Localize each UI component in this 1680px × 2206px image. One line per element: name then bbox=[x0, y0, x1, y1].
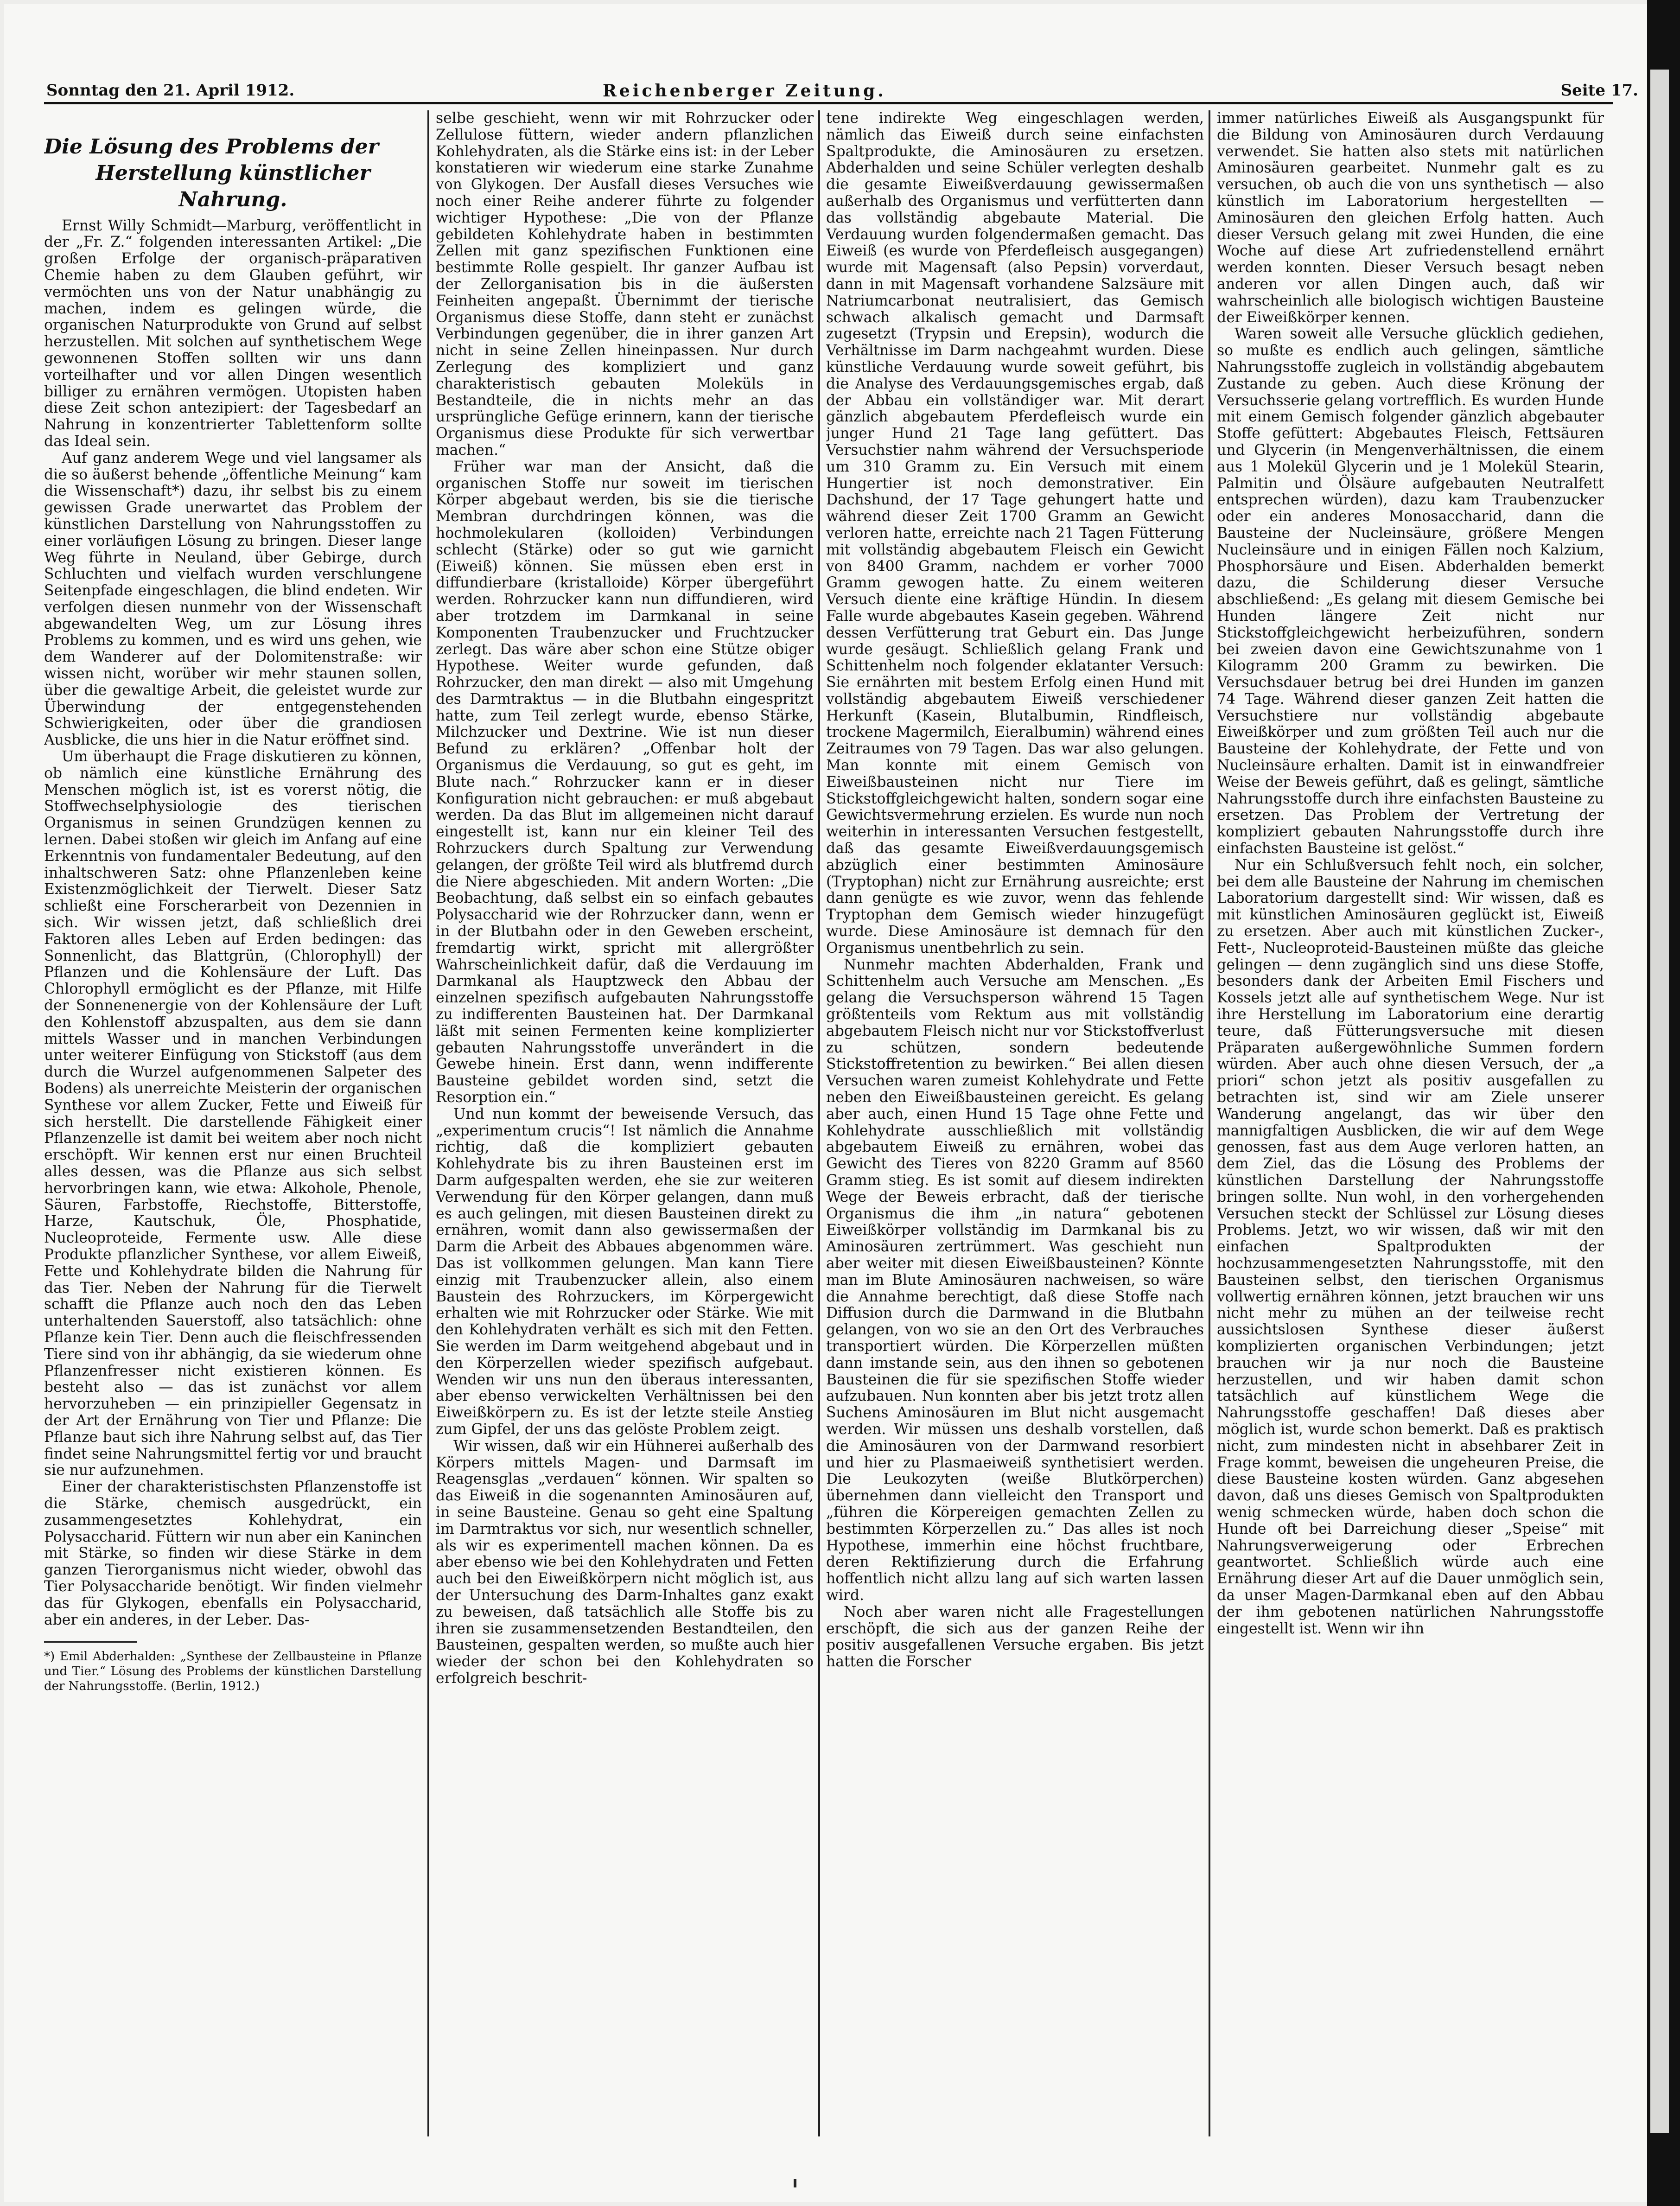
header-date: Sonntag den 21. April 1912. bbox=[46, 81, 295, 100]
column-separator bbox=[818, 110, 820, 2136]
footnote-rule bbox=[44, 1641, 137, 1643]
footnote: *) Emil Abderhalden: „Synthese der Zellbausteine in Pflanze und Tier.“ Lösung des Problems der künstlichen Darstellung der Nahrungsstoffe. (Berlin, 1912.) bbox=[44, 1650, 422, 1694]
column-1 bbox=[44, 110, 422, 2150]
paragraph: Nur ein Schlußversuch fehlt noch, ein solcher, bei dem alle Bausteine der Nahrung im chemischen Laboratorium dargestellt sind: Wir wissen, daß es mit künstlichen Aminosäuren geglückt ist, Eiweiß zu ersetzen. Aber auch mit künstlichen Zucker-, Fett-, Nucleoproteid-Bausteinen müßte das gleiche gelingen — denn zugänglich sind uns diese Stoffe, besonders dank der Arbeiten Emil Fischers und Kossels jetzt alle auf synthetischem Wege. Nur ist ihre Herstellung im Laboratorium eine derartig teure, daß Fütterungsversuche mit diesen Präparaten außergewöhnliche Summen fordern würden. Aber auch ohne diesen Versuch, der „a priori“ schon jetzt als positiv ausgefallen zu betrachten ist, sind wir am Ziele unserer Wanderung angelangt, das wir über den mannigfaltigen Ausblicken, die wir auf dem Wege genossen, fast aus dem Auge verloren hatten, an dem Ziel, das die Lösung des Problems der künstlichen Darstellung der Nahrungsstoffe bringen sollte. Nun wohl, in den vorhergehenden Versuchen steckt der Schlüssel zur Lösung dieses Problems. Jetzt, wo wir wissen, daß wir mit den einfachen Spaltprodukten der hochzusammengesetzten Nahrungsstoffe, mit den Bausteinen selbst, den tierischen Organismus vollwertig ernähren können, jetzt brauchen wir uns nicht mehr zu mühen an der teilweise recht aussichtslosen Synthese dieser äußerst komplizierten organischen Verbindungen; jetzt brauchen wir ja nur noch die Bausteine herzustellen, und wir haben damit schon tatsächlich auf künstlichem Wege die Nahrungsstoffe geschaffen! Daß dieses aber möglich ist, wurde schon bemerkt. Daß es praktisch nicht, zum mindesten nicht in absehbarer Zeit in Frage kommt, beweisen die ungeheuren Preise, die diese Bausteine kosten würden. Ganz abgesehen davon, daß uns dieses Gemisch von Spaltprodukten wenig schmecken würde, haben doch schon die Hunde oft bei Darreichung dieser „Speise“ mit Nahrungsverweigerung oder Erbrechen geantwortet. Schließlich würde auch eine Ernährung dieser Art auf die Dauer unmöglich sein, da unser Magen-Darmkanal eben auf den Abbau der ihm gebotenen natürlichen Nahrungsstoffe eingestellt ist. Wenn wir ihn bbox=[1217, 856, 1604, 1637]
newspaper-name: Reichenberger Zeitung. bbox=[603, 81, 886, 101]
header-rule bbox=[44, 102, 1613, 104]
column-separator bbox=[1209, 110, 1210, 2136]
scan-edge-inner bbox=[1650, 70, 1669, 2133]
paragraph: Auf ganz anderem Wege und viel langsamer als die so äußerst behende „öffentliche Meinung“ kam die Wissenschaft*) dazu, ihr selbst bis zu einem gewissen Grade unerwartet das Problem der künstlichen Darstellung von Nahrungsstoffen zu einer vorläufigen Lösung zu bringen. Dieser lange Weg führte in Neuland, über Gebirge, durch Schluchten und vielfach wurden verschlungene Seitenpfade eingeschlagen, die blind endeten. Wir verfolgen diesen nunmehr von der Wissenschaft abgewandelten Weg, um zur Lösung ihres Problems zu kommen, und es wird uns gehen, wie dem Wanderer auf der Dolomitenstraße: wir wissen nicht, worüber wir mehr staunen sollen, über die gewaltige Arbeit, die geleistet wurde zur Überwindung der entgegenstehenden Schwierigkeiten, oder über die grandiosen Ausblicke, die uns hier in die Natur eröffnet sind. bbox=[44, 449, 422, 749]
paragraph: Früher war man der Ansicht, daß die organischen Stoffe nur soweit im tierischen Körper abgebaut werden, bis sie die tierische Membran durchdringen können, was die hochmolekularen (kolloiden) Verbindungen schlecht (Stärke) oder so gut wie garnicht (Eiweiß) können. Sie müssen eben erst in diffundierbare (kristalloide) Körper übergeführt werden. Rohrzucker kann nun diffundieren, wird aber trotzdem im Darmkanal in seine Komponenten Traubenzucker und Fruchtzucker zerlegt. Das wäre aber schon eine Stütze obiger Hypothese. Weiter wurde gefunden, daß Rohrzucker, den man direkt — also mit Umgehung des Darmtraktus — in die Blutbahn eingespritzt hatte, zum Teil zerlegt wurde, ebenso Stärke, Milchzucker und Dextrine. Wie ist nun dieser Befund zu erklären? „Offenbar holt der Organismus die Verdauung, so gut es geht, im Blute nach.“ Rohrzucker kann er in dieser Konfiguration nicht gebrauchen: er muß abgebaut werden. Da das Blut im allgemeinen nicht darauf eingestellt ist, kann nur ein kleiner Teil des Rohrzuckers durch Spaltung zur Verwendung gelangen, der größte Teil wird als blutfremd durch die Niere abgeschieden. Mit andern Worten: „Die Beobachtung, daß selbst ein so einfach gebautes Polysaccharid wie der Rohrzucker dann, wenn er in der Blutbahn oder in den Geweben erscheint, fremdartig wirkt, spricht mit allergrößter Wahrscheinlichkeit dafür, daß die Verdauung im Darmkanal als Hauptzweck den Abbau der einzelnen spezifisch aufgebauten Nahrungsstoffe zu indifferenten Bausteinen hat. Der Darmkanal läßt mit seinen Fermenten keine komplizierter gebauten Nahrungsstoffe unverändert in die Gewebe hinein. Erst dann, wenn indifferente Bausteine gebildet worden sind, setzt die Resorption ein.“ bbox=[436, 458, 814, 1106]
article-title-line-1: Die Lösung des Problems der bbox=[44, 135, 379, 159]
page-number: Seite 17. bbox=[1560, 81, 1638, 100]
paragraph: Um überhaupt die Frage diskutieren zu können, ob nämlich eine künstliche Ernährung des Menschen möglich ist, ist es vorerst nötig, die Stoffwechselphysiologie des tierischen Organismus in seinen Grundzügen kennen zu lernen. Dabei stoßen wir gleich im Anfang auf eine Erkenntnis von fundamentaler Bedeutung, auf den inhaltschweren Satz: ohne Pflanzenleben keine Existenzmöglichkeit der Tierwelt. Dieser Satz schließt eine Forscherarbeit von Dezennien in sich. Wir wissen jetzt, daß schließlich drei Faktoren alles Leben auf Erden bedingen: das Sonnenlicht, das Blattgrün, (Chlorophyll) der Pflanzen und die Kohlensäure der Luft. Das Chlorophyll ermöglicht es der Pflanze, mit Hilfe der Sonnenenergie von der Kohlensäure der Luft den Kohlenstoff abzuspalten, aus dem sie dann mittels Wasser und in manchen Verbindungen unter weiterer Einfügung von Stickstoff (aus dem durch die Wurzel aufgenommenen Salpeter des Bodens) als unerreichte Meisterin der organischen Synthese vor allem Zucker, Fette und Eiweiß für sich herstellt. Die darstellende Fähigkeit einer Pflanzenzelle ist damit bei weitem aber noch nicht erschöpft. Wir kennen erst nur einen Bruchteil alles dessen, was die Pflanze aus sich selbst hervorbringen kann, wie etwa: Alkohole, Phenole, Säuren, Farbstoffe, Riechstoffe, Bitterstoffe, Harze, Kautschuk, Öle, Phosphatide, Nucleoproteide, Fermente usw. Alle diese Produkte pflanzlicher Synthese, vor allem Eiweiß, Fette und Kohlehydrate bilden die Nahrung für das Tier. Neben der Nahrung für die Tierwelt schafft die Pflanze auch noch den das Leben unterhaltenden Sauerstoff, also tatsächlich: ohne Pflanze kein Tier. Denn auch die fleischfressenden Tiere sind von ihr abhängig, da sie wiederum ohne Pflanzenfresser nicht existieren können. Es besteht also — das ist zunächst vor allem hervorzuheben — ein prinzipieller Gegensatz in der Art der Ernährung von Tier und Pflanze: Die Pflanze baut sich ihre Nahrung selbst auf, das Tier findet seine Nahrungsmittel fertig vor und braucht sie nur aufzunehmen. bbox=[44, 748, 422, 1479]
paragraph: Nunmehr machten Abderhalden, Frank und Schittenhelm auch Versuche am Menschen. „Es gelang die Versuchsperson während 15 Tagen größtenteils vom Rektum aus mit vollständig abgebautem Fleisch nicht nur vor Stickstoffverlust zu schützen, sondern bedeutende Stickstoffretention zu bewirken.“ Bei allen diesen Versuchen waren zumeist Kohlehydrate und Fette neben den Eiweißbausteinen gereicht. Es gelang aber auch, einen Hund 15 Tage ohne Fette und Kohlehydrate ausschließlich mit vollständig abgebautem Eiweiß zu ernähren, wobei das Gewicht des Tieres von 8220 Gramm auf 8560 Gramm stieg. Es ist somit auf diesem indirekten Wege der Beweis erbracht, daß der tierische Organismus die ihm „in natura“ gebotenen Eiweißkörper vollständig im Darmkanal bis zu Aminosäuren zertrümmert. Was geschieht nun aber weiter mit diesen Eiweißbausteinen? Könnte man im Blute Aminosäuren nachweisen, so wäre die Annahme berechtigt, daß diese Stoffe nach Diffusion durch die Darmwand in die Blutbahn gelangen, von wo sie an den Ort des Verbrauches transportiert würden. Die Körperzellen müßten dann imstande sein, aus den ihnen so gebotenen Bausteinen die für sie spezifischen Stoffe wieder aufzubauen. Nun konnten aber bis jetzt trotz allen Suchens Aminosäuren im Blut nicht ausgemacht werden. Wir müssen uns deshalb vorstellen, daß die Aminosäuren von der Darmwand resorbiert und hier zu Plasmaeiweiß synthetisiert werden. Die Leukozyten (weiße Blutkörperchen) übernehmen dann vielleicht den Transport und „führen die Körpereigen gemachten Zellen zu bestimmten Körperzellen zu.“ Das alles ist noch Hypothese, immerhin eine höchst fruchtbare, deren Rektifizierung durch die Erfahrung hoffentlich nicht allzu lang auf sich warten lassen wird. bbox=[826, 956, 1204, 1604]
column-2 bbox=[436, 110, 814, 2150]
column-4 bbox=[1217, 110, 1604, 2150]
article-title-line-2: Herstellung künstlicher Nahrung. bbox=[95, 161, 370, 212]
paragraph: immer natürliches Eiweiß als Ausgangspunkt für die Bildung von Aminosäuren durch Verdauung verwendet. Sie hatten also stets mit natürlichen Aminosäuren gearbeitet. Nunmehr galt es zu versuchen, ob auch die von uns synthetisch — also künstlich im Laboratorium hergestellten — Aminosäuren den gleichen Erfolg hatten. Auch dieser Versuch gelang mit zwei Hunden, die eine Woche auf diese Art zufriedenstellend ernährt werden konnten. Dieser Versuch besagt neben anderen vor allen Dingen auch, daß wir wahrscheinlich alle biologisch wichtigen Bausteine der Eiweißkörper kennen. bbox=[1217, 110, 1604, 326]
paragraph: Noch aber waren nicht alle Fragestellungen erschöpft, die sich aus der ganzen Reihe der positiv ausgefallenen Versuche ergaben. Bis jetzt hatten die Forscher bbox=[826, 1603, 1204, 1670]
paragraph: Ernst Willy Schmidt—Marburg, veröffentlicht in der „Fr. Z.“ folgenden interessanten Artikel: „Die großen Erfolge der organisch-präparativen Chemie haben zu dem Glauben geführt, wir vermöchten uns von der Natur unabhängig zu machen, indem es gelingen würde, die organischen Naturprodukte von Grund auf selbst herzustellen. Mit solchen auf synthetischem Wege gewonnenen Stoffen sollten wir uns dann vorteilhafter und vor allen Dingen wesentlich billiger zu ernähren vermögen. Utopisten haben diese Zeit schon antezipiert: der Tagesbedarf an Nahrung in konzentrierter Tablettenform sollte das Ideal sein. bbox=[44, 217, 422, 450]
paragraph: selbe geschieht, wenn wir mit Rohrzucker oder Zellulose füttern, wieder andern pflanzlichen Kohlehydraten, als die Stärke eins ist: in der Leber konstatieren wir wiederum eine starke Zunahme von Glykogen. Der Ausfall dieses Versuches wie noch einer Reihe anderer führte zu folgender wichtiger Hypothese: „Die von der Pflanze gebildeten Kohlehydrate haben in bestimmten Zellen mit ganz spezifischen Funktionen eine bestimmte Rolle gespielt. Ihr ganzer Aufbau ist der Zellorganisation bis in die äußersten Feinheiten angepaßt. Übernimmt der tierische Organismus diese Stoffe, dann steht er zunächst Verbindungen gegenüber, die in ihrer ganzen Art nicht in seine Zellen hineinpassen. Nur durch Zerlegung des kompliziert und ganz charakteristisch gebauten Moleküls in Bestandteile, die in nichts mehr an das ursprüngliche Gefüge erinnern, kann der tierische Organismus diese Produkte für sich verwertbar machen.“ bbox=[436, 110, 814, 459]
page-mark bbox=[794, 2179, 796, 2187]
article-title bbox=[44, 134, 422, 213]
paragraph: tene indirekte Weg eingeschlagen werden, nämlich das Eiweiß durch seine einfachsten Spaltprodukte, die Aminosäuren zu ersetzen. Abderhalden und seine Schüler verlegten deshalb die gesamte Eiweißverdauung gewissermaßen außerhalb des Organismus und verfütterten dann das vollständig abgebaute Material. Die Verdauung wurden folgendermaßen gemacht. Das Eiweiß (es wurde von Pferdefleisch ausgegangen) wurde mit Magensaft (also Pepsin) vorverdaut, dann in mit Magensaft vorhandene Salzsäure mit Natriumcarbonat neutralisiert, das Gemisch schwach alkalisch gemacht und Darmsaft zugesetzt (Trypsin und Erepsin), wodurch die Verhältnisse im Darm nachgeahmt wurden. Diese künstliche Verdauung wurde soweit geführt, bis die Analyse des Verdauungsgemisches ergab, daß der Abbau ein vollständiger war. Mit derart gänzlich abgebautem Pferdefleisch wurde ein junger Hund 21 Tage lang gefüttert. Das Versuchstier nahm während der Versuchsperiode um 310 Gramm zu. Ein Versuch mit einem Hungertier ist noch demonstrativer. Ein Dachshund, der 17 Tage gehungert hatte und während dieser Zeit 1700 Gramm an Gewicht verloren hatte, erreichte nach 21 Tagen Fütterung mit vollständig abgebautem Fleisch ein Gewicht von 8400 Gramm, nachdem er vorher 7000 Gramm gewogen hatte. Zu einem weiteren Versuch diente eine kräftige Hündin. In diesem Falle wurde abgebautes Kasein gegeben. Während dessen Verfütterung trat Geburt ein. Das Junge wurde gesäugt. Schließlich gelang Frank und Schittenhelm noch folgender eklatanter Versuch: Sie ernährten mit bestem Erfolg einen Hund mit vollständig abgebautem Eiweiß verschiedener Herkunft (Kasein, Blutalbumin, Rindfleisch, trockene Magermilch, Eieralbumin) während eines Zeitraumes von 79 Tagen. Das war also gelungen. Man konnte mit einem Gemisch von Eiweißbausteinen nicht nur Tiere im Stickstoffgleichgewicht halten, sondern sogar eine Gewichtsvermehrung erzielen. Es wurde nun noch weiterhin in interessanten Versuchen festgestellt, daß das gesamte Eiweißverdauungsgemisch abzüglich einer bestimmten Aminosäure (Tryptophan) nicht zur Ernährung ausreichte; erst dann genügte es wie zuvor, wenn das fehlende Tryptophan dem Gemisch wieder hinzugefügt wurde. Diese Aminosäure ist demnach für den Organismus unentbehrlich zu sein. bbox=[826, 110, 1204, 956]
column-separator bbox=[427, 110, 429, 2136]
paragraph: Waren soweit alle Versuche glücklich gediehen, so mußte es endlich auch gelingen, sämtliche Nahrungsstoffe zugleich in vollständig abgebautem Zustande zu geben. Auch diese Krönung der Versuchsserie gelang vortrefflich. Es wurden Hunde mit einem Gemisch folgender gänzlich abgebauter Stoffe gefüttert: Abgebautes Fleisch, Fettsäuren und Glycerin (in Mengenverhältnissen, die einem aus 1 Molekül Glycerin und je 1 Molekül Stearin, Palmitin und Ölsäure aufgebauten Neutralfett entsprechen würden), dazu kam Traubenzucker oder ein anderes Monosaccharid, dann die Bausteine der Nucleinsäure, größere Mengen Nucleinsäure und in einigen Fällen noch Kalzium, Phosphorsäure und Eisen. Abderhalden bemerkt dazu, die Schilderung dieser Versuche abschließend: „Es gelang mit diesem Gemische bei Hunden längere Zeit nicht nur Stickstoffgleichgewicht herbeizuführen, sondern bei zweien davon eine Gewichtszunahme von 1 Kilogramm 200 Gramm zu bewirken. Die Versuchsdauer betrug bei drei Hunden im ganzen 74 Tage. Während dieser ganzen Zeit hatten die Versuchstiere nur vollständig abgebaute Eiweißkörper und zum größten Teil auch nur die Bausteine der Kohlehydrate, der Fette und von Nucleinsäure erhalten. Damit ist in einwandfreier Weise der Beweis geführt, daß es gelingt, sämtliche Nahrungsstoffe durch ihre einfachsten Bausteine zu ersetzen. Das Problem der Vertretung der kompliziert gebauten Nahrungsstoffe durch ihre einfachsten Bausteine ist gelöst.“ bbox=[1217, 325, 1604, 857]
paragraph: Wir wissen, daß wir ein Hühnerei außerhalb des Körpers mittels Magen- und Darmsaft im Reagensglas „verdauen“ können. Wir spalten so das Eiweiß in die sogenannten Aminosäuren auf, in seine Bausteine. Genau so geht eine Spaltung im Darmtraktus vor sich, nur wesentlich schneller, als wir es experimentell machen können. Da es aber ebenso wie bei den Kohlehydraten und Fetten auch bei den Eiweißkörpern nicht möglich ist, aus der Untersuchung des Darm-Inhaltes ganz exakt zu beweisen, daß tatsächlich alle Stoffe bis zu ihren sie zusammensetzenden Bestandteilen, den Bausteinen, gespalten werden, so mußte auch hier wieder der schon bei den Kohlehydraten so erfolgreich beschrit- bbox=[436, 1437, 814, 1687]
paragraph: Und nun kommt der beweisende Versuch, das „experimentum crucis“! Ist nämlich die Annahme richtig, daß die kompliziert gebauten Kohlehydrate bis zu ihren Bausteinen erst im Darm aufgespalten werden, ehe sie zur weiteren Verwendung für den Körper gelangen, dann muß es auch gelingen, mit diesen Bausteinen direkt zu ernähren, womit dann also gewissermaßen der Darm die Arbeit des Abbaues abgenommen wäre. Das ist vollkommen gelungen. Man kann Tiere einzig mit Traubenzucker allein, also einem Baustein des Rohrzuckers, im Körpergewicht erhalten wie mit Rohrzucker oder Stärke. Wie mit den Kohlehydraten verhält es sich mit den Fetten. Sie werden im Darm weitgehend abgebaut und in den Körperzellen wieder spezifisch aufgebaut. Wenden wir uns nun den überaus interessanten, aber ebenso verwickelten Verhältnissen bei den Eiweißkörpern zu. Es ist der letzte steile Anstieg zum Gipfel, der uns das gelöste Problem zeigt. bbox=[436, 1105, 814, 1438]
paragraph: Einer der charakteristischsten Pflanzenstoffe ist die Stärke, chemisch ausgedrückt, ein zusammengesetztes Kohlehydrat, ein Polysaccharid. Füttern wir nun aber ein Kaninchen mit Stärke, so finden wir diese Stärke in dem ganzen Tierorganismus nicht wieder, obwohl das Tier Polysaccharide benötigt. Wir finden vielmehr das für Glykogen, ebenfalls ein Polysaccharid, aber ein anderes, in der Leber. Das- bbox=[44, 1479, 422, 1628]
column-3 bbox=[826, 110, 1204, 2150]
